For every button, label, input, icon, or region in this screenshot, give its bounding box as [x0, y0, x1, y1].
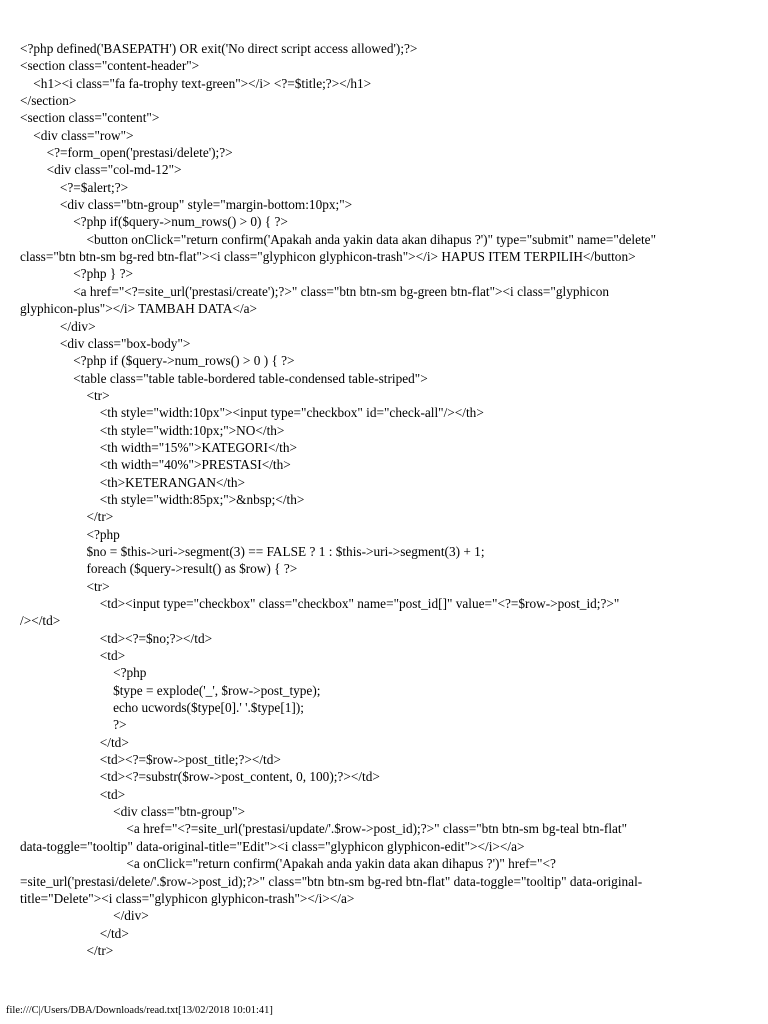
code-line: <?=$alert;?> [20, 179, 129, 195]
code-line: <section class="content-header"> [20, 58, 200, 74]
code-line: <div class="btn-group"> [20, 804, 246, 820]
code-line: echo ucwords($type[0].' '.$type[1]); [20, 700, 304, 716]
code-line: <td><?=$no;?></td> [20, 630, 213, 646]
code-line: $no = $this->uri->segment(3) == FALSE ? 1 : $this->uri->segment(3) + 1; [20, 543, 485, 559]
code-line: <?php if($query->num_rows() > 0) { ?> [20, 214, 288, 230]
code-line: <tr> [20, 578, 110, 594]
code-line: $type = explode('_', $row->post_type); [20, 682, 321, 698]
code-line: <th style="width:10px;">NO</th> [20, 422, 285, 438]
code-line: <a href="<?=site_url('prestasi/create');?>" class="btn btn-sm bg-green btn-flat"><i class="glyphicon [20, 283, 610, 299]
code-line: <tr> [20, 387, 110, 403]
code-line: <td> [20, 786, 126, 802]
code-line: ?> [20, 717, 127, 733]
code-line: <?=form_open('prestasi/delete');?> [20, 145, 233, 161]
code-line: </section> [20, 93, 77, 109]
code-line: <a href="<?=site_url('prestasi/update/'.$row->post_id);?>" class="btn btn-sm bg-teal btn-flat" [20, 821, 628, 837]
code-line: <div class="col-md-12"> [20, 162, 182, 178]
document-body [20, 40, 758, 959]
code-line: </tr> [20, 509, 114, 525]
code-line: </td> [20, 925, 129, 941]
code-line: <?php [20, 526, 120, 542]
code-line: <?php [20, 665, 147, 681]
code-line: glyphicon-plus"></i> TAMBAH DATA</a> [20, 301, 258, 317]
code-line: =site_url('prestasi/delete/'.$row->post_id);?>" class="btn btn-sm bg-red btn-flat" data-toggle="tooltip" data-original- [20, 873, 643, 889]
code-line: data-toggle="tooltip" data-original-title="Edit"><i class="glyphicon glyphicon-edit"></i></a> [20, 838, 525, 854]
code-line: /></td> [20, 613, 61, 629]
code-line: <td><?=substr($row->post_content, 0, 100);?></td> [20, 769, 380, 785]
code-line: <td><input type="checkbox" class="checkbox" name="post_id[]" value="<?=$row->post_id;?>" [20, 596, 620, 611]
code-line: <section class="content"> [20, 110, 160, 126]
code-line: <th width="15%">KATEGORI</th> [20, 439, 297, 455]
print-footer: file:///C|/Users/DBA/Downloads/read.txt[13/02/2018 10:01:41] [6, 1005, 273, 1016]
code-line: </tr> [20, 942, 114, 958]
code-line: title="Delete"><i class="glyphicon glyphicon-trash"></i></a> [20, 890, 355, 906]
code-line: <a onClick="return confirm('Apakah anda yakin data akan dihapus ?')" href="<? [20, 856, 556, 872]
code-line: <th width="40%">PRESTASI</th> [20, 457, 291, 473]
code-line: <h1><i class="fa fa-trophy text-green"></i> <?=$title;?></h1> [20, 75, 372, 91]
code-line: </div> [20, 908, 149, 924]
code-line: </div> [20, 318, 96, 334]
code-line: class="btn btn-sm bg-red btn-flat"><i class="glyphicon glyphicon-trash"></i> HAPUS ITEM TERPILIH</button> [20, 249, 636, 265]
code-line: foreach ($query->result() as $row) { ?> [20, 561, 298, 577]
code-line: <td><?=$row->post_title;?></td> [20, 752, 281, 768]
code-line: <div class="row"> [20, 127, 134, 143]
code-line: <?php } ?> [20, 266, 133, 282]
code-line: <th style="width:10px"><input type="checkbox" id="check-all"/></th> [20, 405, 484, 421]
code-line: <?php defined('BASEPATH') OR exit('No direct script access allowed');?> [20, 41, 418, 56]
code-line: <table class="table table-bordered table-condensed table-striped"> [20, 370, 428, 386]
code-line: <td> [20, 648, 126, 664]
code-line: </td> [20, 734, 129, 750]
code-line: <th>KETERANGAN</th> [20, 474, 246, 490]
code-line: <button onClick="return confirm('Apakah anda yakin data akan dihapus ?')" type="submit" name="delete" [20, 231, 657, 247]
code-line: <?php if ($query->num_rows() > 0 ) { ?> [20, 353, 295, 369]
code-line: <th style="width:85px;">&nbsp;</th> [20, 491, 305, 507]
code-line: <div class="btn-group" style="margin-bottom:10px;"> [20, 197, 353, 213]
code-line: <div class="box-body"> [20, 335, 191, 351]
